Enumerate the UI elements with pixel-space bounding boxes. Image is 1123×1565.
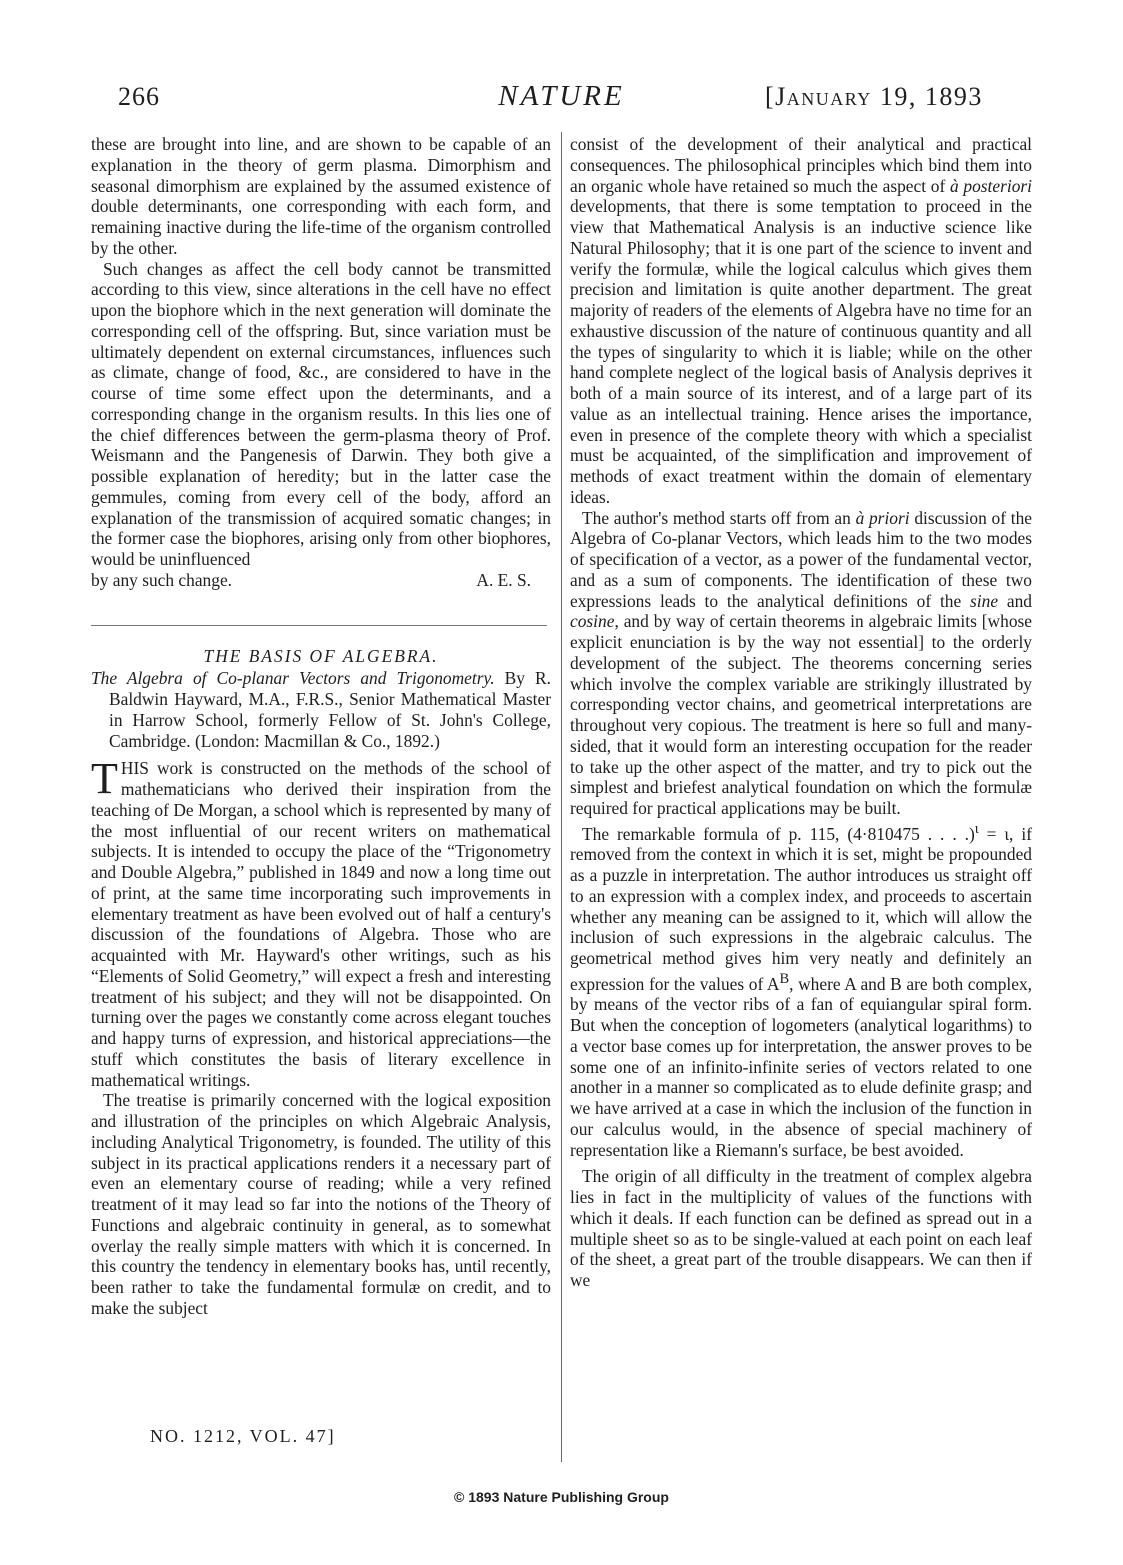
right-paragraph-1 [570,134,1032,508]
right-column [570,134,1032,1291]
date-bracket: [ [765,82,776,111]
left-paragraph-3 [91,754,551,1090]
right-p2-text-b: discussion of the Algebra of Co-planar Vectors, which leads him to the two modes of specification of a vector, as a power of the fundamental vector, and as a sum of components. The identification of these two expressions leads to the analytical definitions of the [570,507,1032,611]
page-number: 266 [118,82,160,111]
date-month: January [775,82,872,111]
review-book-title: The Algebra of Co-planar Vectors and Trigonometry. [91,668,495,689]
right-p2-text-a: The author's method starts off from an [582,507,856,528]
right-p3-superscript-iota: ι [974,820,979,837]
right-p1-text-b: developments, that there is some temptation to proceed in the view that Mathematical Analysis is an inductive science like Natural Philosophy; that it is one part of the science to invent and verify the formulæ, while the logical calculus which gives them precision and limitation is quite another department. The great majority of readers of the elements of Algebra have no time for an exhaustive discussion of the nature of continuous quantity and all the types of singularity to which it is liable; while on the other hand complete neglect of the logical basis of Analysis deprives it both of a main source of its interest, and of a large part of its value as an intellectual training. Hence arises the importance, even in presence of the complete theory with which a specialist must be acquainted, of the simplification and improvement of methods of exact treatment within the domain of elementary ideas. [570,196,1032,507]
right-p2-text-c: and [998,590,1032,611]
volume-number: NO. 1212, VOL. 47] [150,1426,336,1446]
section-divider [91,625,547,626]
right-paragraph-4: The origin of all difficulty in the treatment of complex algebra lies in fact in the multiplicity of values of the functions with which it deals. If each function can be defined as spread out in a multiple sheet so as to be single-valued at each point on each leaf of the sheet, a great part of the trouble disappears. We can then if we [570,1166,1032,1291]
right-paragraph-3 [570,819,1032,1161]
article-title: THE BASIS OF ALGEBRA. [203,645,439,666]
left-column [91,134,551,1319]
right-p1-text-a: consist of the development of their analytical and practical consequences. The philosophical principles which bind them into an organic whole have retained so much the aspect of [570,134,1032,196]
right-p3-text-a: The remarkable formula of p. 115, (4·810475 . . . .) [582,823,975,844]
right-p2-italic-1: à priori [855,507,910,528]
right-p3-text-b: = ι, if removed from the context in which it is set, might be propounded as a puzzle in interpretation. The author introduces us straight off to an expression with a complex index, and proceeds to ascertain whether any meaning can be assigned to it, which will allow the inclusion of such expressions in the algebraic calculus. The geometrical method gives him very neatly and definitely an expression for the values of A [570,823,1032,994]
right-p2-italic-2: sine [970,590,999,611]
left-paragraph-4: The treatise is primarily concerned with the logical exposition and illustration of the principles on which Algebraic Analysis, including Analytical Trigonometry, is founded. The utility of this subject in its practical applications renders it a necessary part of even an elementary course of reading; while a very refined treatment of it may lead so far into the notions of the Theory of Functions and algebraic continuity in general, as to somewhat overlay the really simple matters with which it is concerned. In this country the tendency in elementary books has, until recently, been rather to take the fundamental formulæ on credit, and to make the subject [91,1090,551,1318]
left-paragraph-1: these are brought into line, and are shown to be capable of an explanation in the theory of germ plasma. Dimorphism and seasonal dimorphism are explained by the assumed existence of double determinants, one corresponding with each form, and remaining inactive during the life-time of the organism controlled by the other. [91,134,551,258]
review-citation [91,668,551,751]
left-paragraph-3-text: HIS work is constructed on the methods of the school of mathematicians who derived their inspiration from the teaching of De Morgan, a school which is represented by many of the most influential of our recent writers on mathematical subjects. It is intended to occupy the place of the “Trigonometry and Double Algebra,” published in 1849 and now a long time out of print, at the same time incorporating such improvements in elementary treatment as have been evolved out of half a century's discussion of the foundations of Algebra. Those who are acquainted with Mr. Hayward's other writings, such as his “Elements of Solid Geometry,” will expect a fresh and interesting treatment of his subject; and they will not be disappointed. On turning over the pages we constantly come across elegant touches and happy turns of expression, and historical appreciations—the stuff which constitutes the basis of literary excellence in mathematical writings. [91,758,551,1090]
issue-date [765,82,983,112]
right-p3-text-c: , where A and B are both complex, by means of the vector ribs of a fan of equiangular spiral form. But when the conception of logometers (analytical logarithms) to a vector base comes up for interpretation, the answer proves to be some one of an infinito-infinite series of vectors related to one another in a manner so complicated as to elude definite grasp; and we have arrived at a case in which the inclusion of the function in our calculus would, in the absence of special machinery of representation like a Riemann's surface, be best avoided. [570,973,1032,1160]
signature: A. E. S. [476,569,531,590]
right-p1-italic: à posteriori [949,175,1032,196]
drop-cap: T [91,754,118,804]
date-rest: 19, 1893 [879,82,983,111]
copyright-notice: © 1893 Nature Publishing Group [454,1489,669,1505]
left-paragraph-2: Such changes as affect the cell body cannot be transmitted according to this view, since alterations in the cell have no effect upon the biophore which in the next generation will dominate the corresponding cell of the offspring. But, since variation must be ultimately dependent on external circumstances, influences such as climate, change of food, &c., are considered to have in the course of time some effect upon the determinants, and a corresponding change in the organism results. In this lies one of the chief differences between the germ-plasma theory of Prof. Weismann and the Pangenesis of Darwin. They both give a possible explanation of heredity; but in the latter case the gemmules, coming from every cell of the body, afford an explanation of the transmission of acquired somatic changes; in the former case the biophores, arising only from other biophores, would be uninfluenced [91,258,551,569]
review-book-details: By R. Baldwin Hayward, M.A., F.R.S., Senior Mathematical Master in Harrow School, formerly Fellow of St. John's College, Cambridge. (London: Macmillan & Co., 1892.) [109,668,551,751]
journal-title: NATURE [498,80,625,112]
column-rule [561,132,562,1462]
signature-line [91,570,551,591]
right-p3-superscript-b: B [779,970,790,987]
page-header [0,0,1123,130]
left-paragraph-2-end: by any such change. [91,569,233,590]
right-p2-text-d: , and by way of certain theorems in algebraic limits [whose explicit enunciation is by the way not essential] to the orderly development of the subject. The theorems concerning series which involve the complex variable are strikingly illustrated by corresponding vector chains, and geometrical interpretations are throughout very copious. The treatment is here so full and many-sided, that it would form an interesting occupation for the reader to take up the other aspect of the matter, and try to pick out the simplest and briefest analytical foundation on which the formulæ required for practical applications may be built. [570,611,1032,818]
right-p2-italic-3: cosine [570,611,615,632]
right-paragraph-2 [570,508,1032,819]
